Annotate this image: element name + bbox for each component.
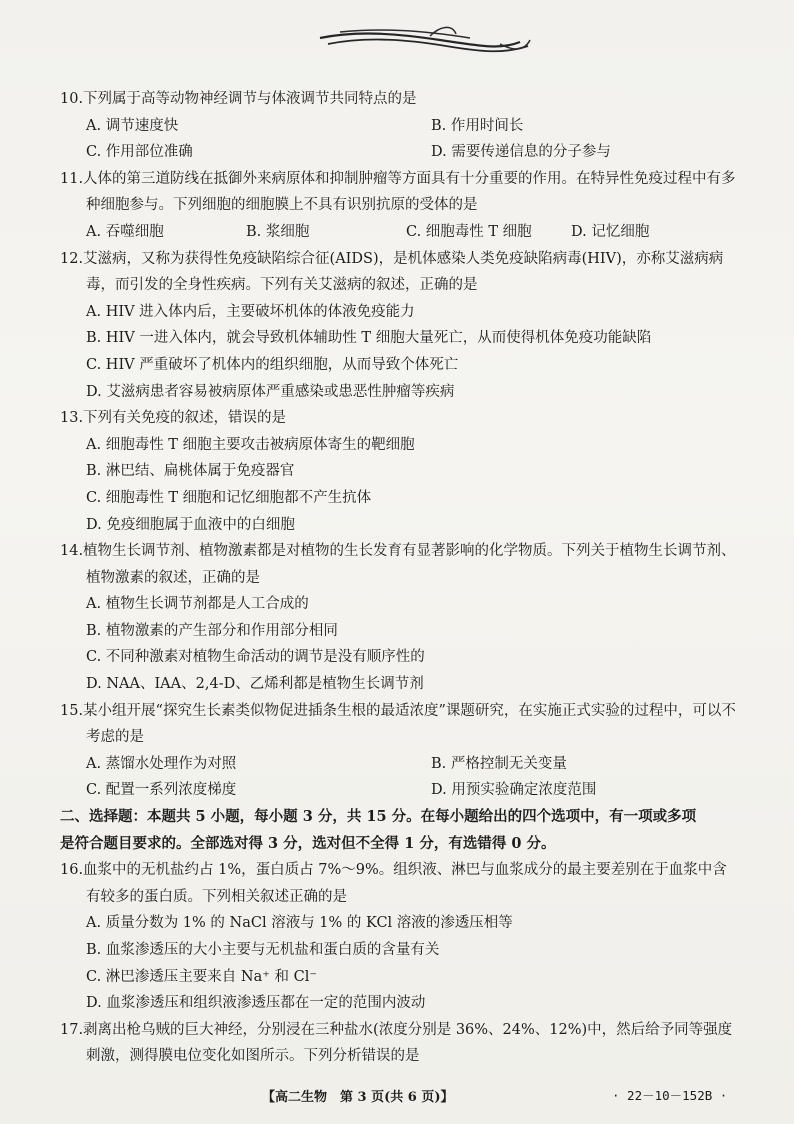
section-heading bbox=[60, 804, 740, 857]
option-a: A. 质量分数为 1% 的 NaCl 溶液与 1% 的 KCl 溶液的渗透压相等 bbox=[86, 915, 513, 932]
question-11 bbox=[60, 166, 740, 246]
question-stem: 12.艾滋病，又称为获得性免疫缺陷综合征(AIDS)，是机体感染人类免疫缺陷病毒(HIV)，亦称艾滋病病毒，而引发的全身性疾病。下列有关艾滋病的叙述，正确的是 bbox=[60, 250, 724, 294]
option-c: C. HIV 严重破坏了机体内的组织细胞，从而导致个体死亡 bbox=[86, 356, 459, 373]
option-b: B. 血浆渗透压的大小主要与无机盐和蛋白质的含量有关 bbox=[86, 942, 440, 958]
option-d: D. 需要传递信息的分子参与 bbox=[431, 144, 611, 161]
option-b: B. 淋巴结、扁桃体属于免疫器官 bbox=[86, 463, 295, 480]
footer-title: 【高二生物 第 3 页(共 6 页)】 bbox=[262, 1090, 454, 1105]
question-list bbox=[60, 86, 740, 1070]
option-c: C. 淋巴渗透压主要来自 Na⁺ 和 Cl⁻ bbox=[86, 968, 317, 985]
options-grid bbox=[60, 113, 740, 166]
section-instructions-line1: 二、选择题：本题共 5 小题，每小题 3 分，共 15 分。在每小题给出的四个选项中，有一项或多项 bbox=[60, 808, 697, 826]
options-grid bbox=[60, 751, 740, 804]
option-b: B. HIV 一进入体内，就会导致机体辅助性 T 细胞大量死亡，从而使得机体免疫功能缺陷 bbox=[86, 330, 652, 347]
question-17 bbox=[60, 1017, 740, 1070]
option-a: A. 细胞毒性 T 细胞主要攻击被病原体寄生的靶细胞 bbox=[86, 436, 415, 453]
question-stem: 15.某小组开展“探究生长素类似物促进插条生根的最适浓度”课题研究，在实施正式实验的过程中，可以不考虑的是 bbox=[60, 702, 736, 746]
page-footer bbox=[0, 1086, 794, 1110]
option-b: B. 浆细胞 bbox=[246, 223, 310, 240]
option-b: B. 植物激素的产生部分和作用部分相同 bbox=[86, 622, 338, 639]
option-a: A. 吞噬细胞 bbox=[86, 223, 164, 240]
option-d: D. NAA、IAA、2,4-D、乙烯利都是植物生长调节剂 bbox=[86, 676, 424, 693]
pen-scribble-decoration bbox=[0, 0, 794, 90]
option-d: D. 记忆细胞 bbox=[571, 223, 650, 240]
option-c: C. 细胞毒性 T 细胞和记忆细胞都不产生抗体 bbox=[86, 489, 372, 506]
question-stem: 11.人体的第三道防线在抵御外来病原体和抑制肿瘤等方面具有十分重要的作用。在特异性免疫过程中有多种细胞参与。下列细胞的细胞膜上不具有识别抗原的受体的是 bbox=[60, 170, 736, 214]
question-12 bbox=[60, 246, 740, 406]
option-c: C. 细胞毒性 T 细胞 bbox=[406, 223, 532, 240]
options-row bbox=[60, 219, 740, 246]
question-15 bbox=[60, 698, 740, 804]
option-c: C. 不同种激素对植物生命活动的调节是没有顺序性的 bbox=[86, 649, 425, 666]
option-a: A. HIV 进入体内后，主要破坏机体的体液免疫能力 bbox=[86, 303, 415, 320]
option-b: B. 作用时间长 bbox=[431, 117, 524, 134]
option-a: A. 蒸馏水处理作为对照 bbox=[86, 755, 237, 772]
option-d: D. 免疫细胞属于血液中的白细胞 bbox=[86, 516, 295, 533]
question-stem: 10.下列属于高等动物神经调节与体液调节共同特点的是 bbox=[60, 91, 417, 107]
option-b: B. 严格控制无关变量 bbox=[431, 755, 567, 772]
question-13 bbox=[60, 405, 740, 538]
option-c: C. 作用部位准确 bbox=[86, 144, 193, 161]
question-14 bbox=[60, 538, 740, 698]
question-stem: 14.植物生长调节剂、植物激素都是对植物的生长发育有显著影响的化学物质。下列关于植物生长调节剂、植物激素的叙述，正确的是 bbox=[60, 543, 736, 586]
option-a: A. 调节速度快 bbox=[86, 117, 179, 134]
option-c: C. 配置一系列浓度梯度 bbox=[86, 782, 237, 799]
option-d: D. 用预实验确定浓度范围 bbox=[431, 782, 597, 799]
question-stem: 16.血浆中的无机盐约占 1%，蛋白质占 7%～9%。组织液、淋巴与血浆成分的最主要差别在于血浆中含有较多的蛋白质。下列相关叙述正确的是 bbox=[60, 862, 727, 905]
question-10 bbox=[60, 86, 740, 166]
question-16 bbox=[60, 857, 740, 1017]
question-stem: 13.下列有关免疫的叙述，错误的是 bbox=[60, 410, 287, 427]
option-d: D. 艾滋病患者容易被病原体严重感染或患恶性肿瘤等疾病 bbox=[86, 383, 455, 400]
footer-code: · 22－10－152B · bbox=[612, 1088, 728, 1103]
option-d: D. 血浆渗透压和组织液渗透压都在一定的范围内波动 bbox=[86, 995, 426, 1012]
section-instructions-line2: 是符合题目要求的。全部选对得 3 分，选对但不全得 1 分，有选错得 0 分。 bbox=[60, 834, 556, 852]
question-stem: 17.剥离出枪乌贼的巨大神经，分别浸在三种盐水(浓度分别是 36%、24%、12%)中，然后给予同等强度刺激，测得膜电位变化如图所示。下列分析错误的是 bbox=[60, 1021, 733, 1065]
option-a: A. 植物生长调节剂都是人工合成的 bbox=[86, 596, 309, 613]
